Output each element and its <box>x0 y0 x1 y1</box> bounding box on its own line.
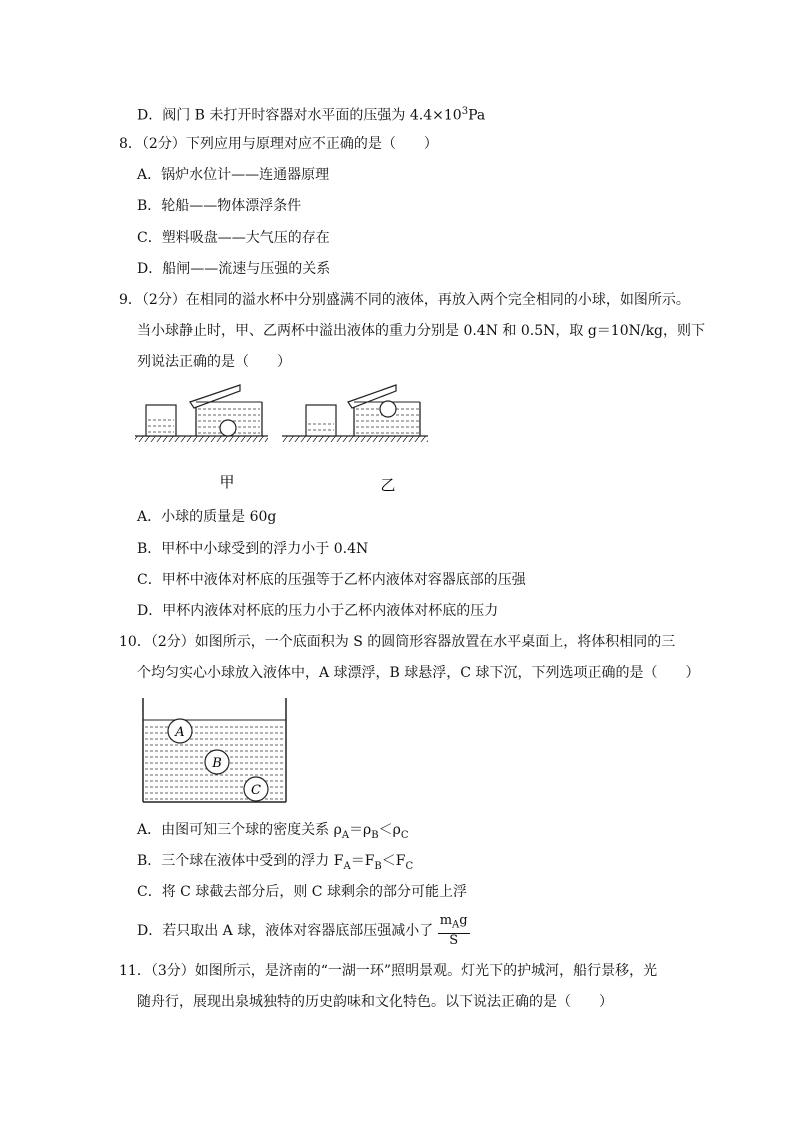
ball-jia <box>220 420 236 436</box>
question-score: （2分） <box>150 634 195 650</box>
question-text: 如图所示，一个底面积为 S 的圆筒形容器放置在水平桌面上，将体积相同的三 <box>194 634 676 650</box>
label-jia: 甲 <box>219 473 235 491</box>
q11-stem-line1 <box>119 961 657 981</box>
subscript: C <box>400 829 409 841</box>
ball-yi <box>380 401 396 417</box>
option-text: 三个球在液体中受到的浮力 F <box>161 853 344 869</box>
option-label: A． <box>137 167 162 183</box>
q7-option-d <box>137 102 485 126</box>
option-text: 锅炉水位计——连通器原理 <box>161 167 330 183</box>
subscript: A <box>343 860 351 872</box>
option-label: D． <box>137 603 163 619</box>
option-label: D． <box>137 107 163 124</box>
q9-option-a <box>137 507 276 527</box>
option-label: C． <box>137 230 162 246</box>
option-label: D． <box>137 922 163 939</box>
q9-stem-line3: 列说法正确的是（ ） <box>137 354 291 370</box>
option-text: 由图可知三个球的密度关系 ρ <box>161 822 342 838</box>
cup-yi <box>282 385 428 494</box>
relation: ＜F <box>381 853 406 869</box>
numerator-mass: m <box>439 913 453 928</box>
subscript: B <box>371 829 379 841</box>
option-label: B． <box>137 853 162 869</box>
relation: ＜ρ <box>378 822 401 838</box>
q9-option-d <box>137 601 498 621</box>
q8-option-b <box>137 196 301 216</box>
option-label: A． <box>137 509 162 525</box>
option-text: 甲杯中小球受到的浮力小于 0.4N <box>161 541 369 557</box>
q11-stem-line2: 随舟行，展现出泉城独特的历史韵味和文化特色。以下说法正确的是（ ） <box>137 994 613 1010</box>
numerator-g: g <box>459 913 468 928</box>
subscript: C <box>405 860 414 872</box>
q10-container-figure <box>138 696 292 806</box>
denominator: S <box>449 932 459 948</box>
ball-b-label: B <box>212 756 222 771</box>
option-text: 将 C 球截去部分后，则 C 球剩余的部分可能上浮 <box>161 884 467 900</box>
q9-stem-line2: 当小球静止时，甲、乙两杯中溢出液体的重力分别是 0.4N 和 0.5N，取 g＝10N/kg，则下 <box>137 323 706 339</box>
q10-stem-line2: 个均匀实心小球放入液体中，A 球漂浮，B 球悬浮，C 球下沉，下列选项正确的是（ ） <box>137 665 700 681</box>
option-label: C． <box>137 572 162 588</box>
question-score: （2分） <box>141 136 186 152</box>
option-text: 若只取出 A 球，液体对容器底部压强减小了 <box>162 922 434 939</box>
question-text: 下列应用与原理对应不正确的是（ ） <box>185 136 438 152</box>
relation: ＝F <box>350 853 375 869</box>
question-number: 10． <box>119 634 151 650</box>
q10-option-d <box>137 914 470 948</box>
q8-option-a <box>137 165 329 185</box>
option-label: B． <box>137 198 162 214</box>
option-text: 甲杯中液体对杯底的压强等于乙杯内液体对容器底部的压强 <box>161 572 526 588</box>
subscript: B <box>374 860 382 872</box>
question-text: 如图所示，是济南的“一湖一环”照明景观。灯光下的护城河，船行景移，光 <box>194 963 658 979</box>
option-text: 阀门 B 未打开时容器对水平面的压强为 4.4×10 <box>162 107 462 124</box>
q8-option-c <box>137 228 330 248</box>
option-label: A． <box>137 822 162 838</box>
q9-option-b <box>137 539 368 559</box>
option-text: 船闸——流速与压强的关系 <box>162 261 331 277</box>
q9-stem-line1 <box>119 290 690 310</box>
question-number: 9． <box>119 292 142 308</box>
q10-option-b <box>137 851 413 877</box>
question-score: （2分） <box>141 292 186 308</box>
ball-c-label: C <box>251 783 261 798</box>
cup-jia <box>135 385 268 491</box>
subscript: A <box>341 829 350 841</box>
question-text: 在相同的溢水杯中分别盛满不同的液体，再放入两个完全相同的小球，如图所示。 <box>185 292 690 308</box>
option-label: C． <box>137 884 162 900</box>
fraction <box>438 914 470 948</box>
option-text: 小球的质量是 60g <box>161 509 277 525</box>
q9-overflow-cups-figure <box>130 382 440 500</box>
subscript: A <box>452 919 460 931</box>
q10-option-c <box>137 882 467 902</box>
option-label: D． <box>137 261 163 277</box>
question-number: 8． <box>119 136 142 152</box>
question-number: 11． <box>119 963 151 979</box>
option-text: 塑料吸盘——大气压的存在 <box>161 230 330 246</box>
question-score: （3分） <box>150 963 195 979</box>
option-label: B． <box>137 541 162 557</box>
q10-option-a <box>137 820 409 846</box>
q9-option-c <box>137 570 526 590</box>
q8-option-d <box>137 259 330 279</box>
unit: Pa <box>468 107 486 124</box>
option-text: 轮船——物体漂浮条件 <box>161 198 302 214</box>
relation: ＝ρ <box>349 822 372 838</box>
option-text: 甲杯内液体对杯底的压力小于乙杯内液体对杯底的压力 <box>162 603 499 619</box>
exponent: 3 <box>461 106 469 117</box>
ball-a-label: A <box>175 725 185 740</box>
q8-stem <box>119 134 438 154</box>
label-yi: 乙 <box>380 476 396 494</box>
q10-stem-line1 <box>119 632 675 652</box>
